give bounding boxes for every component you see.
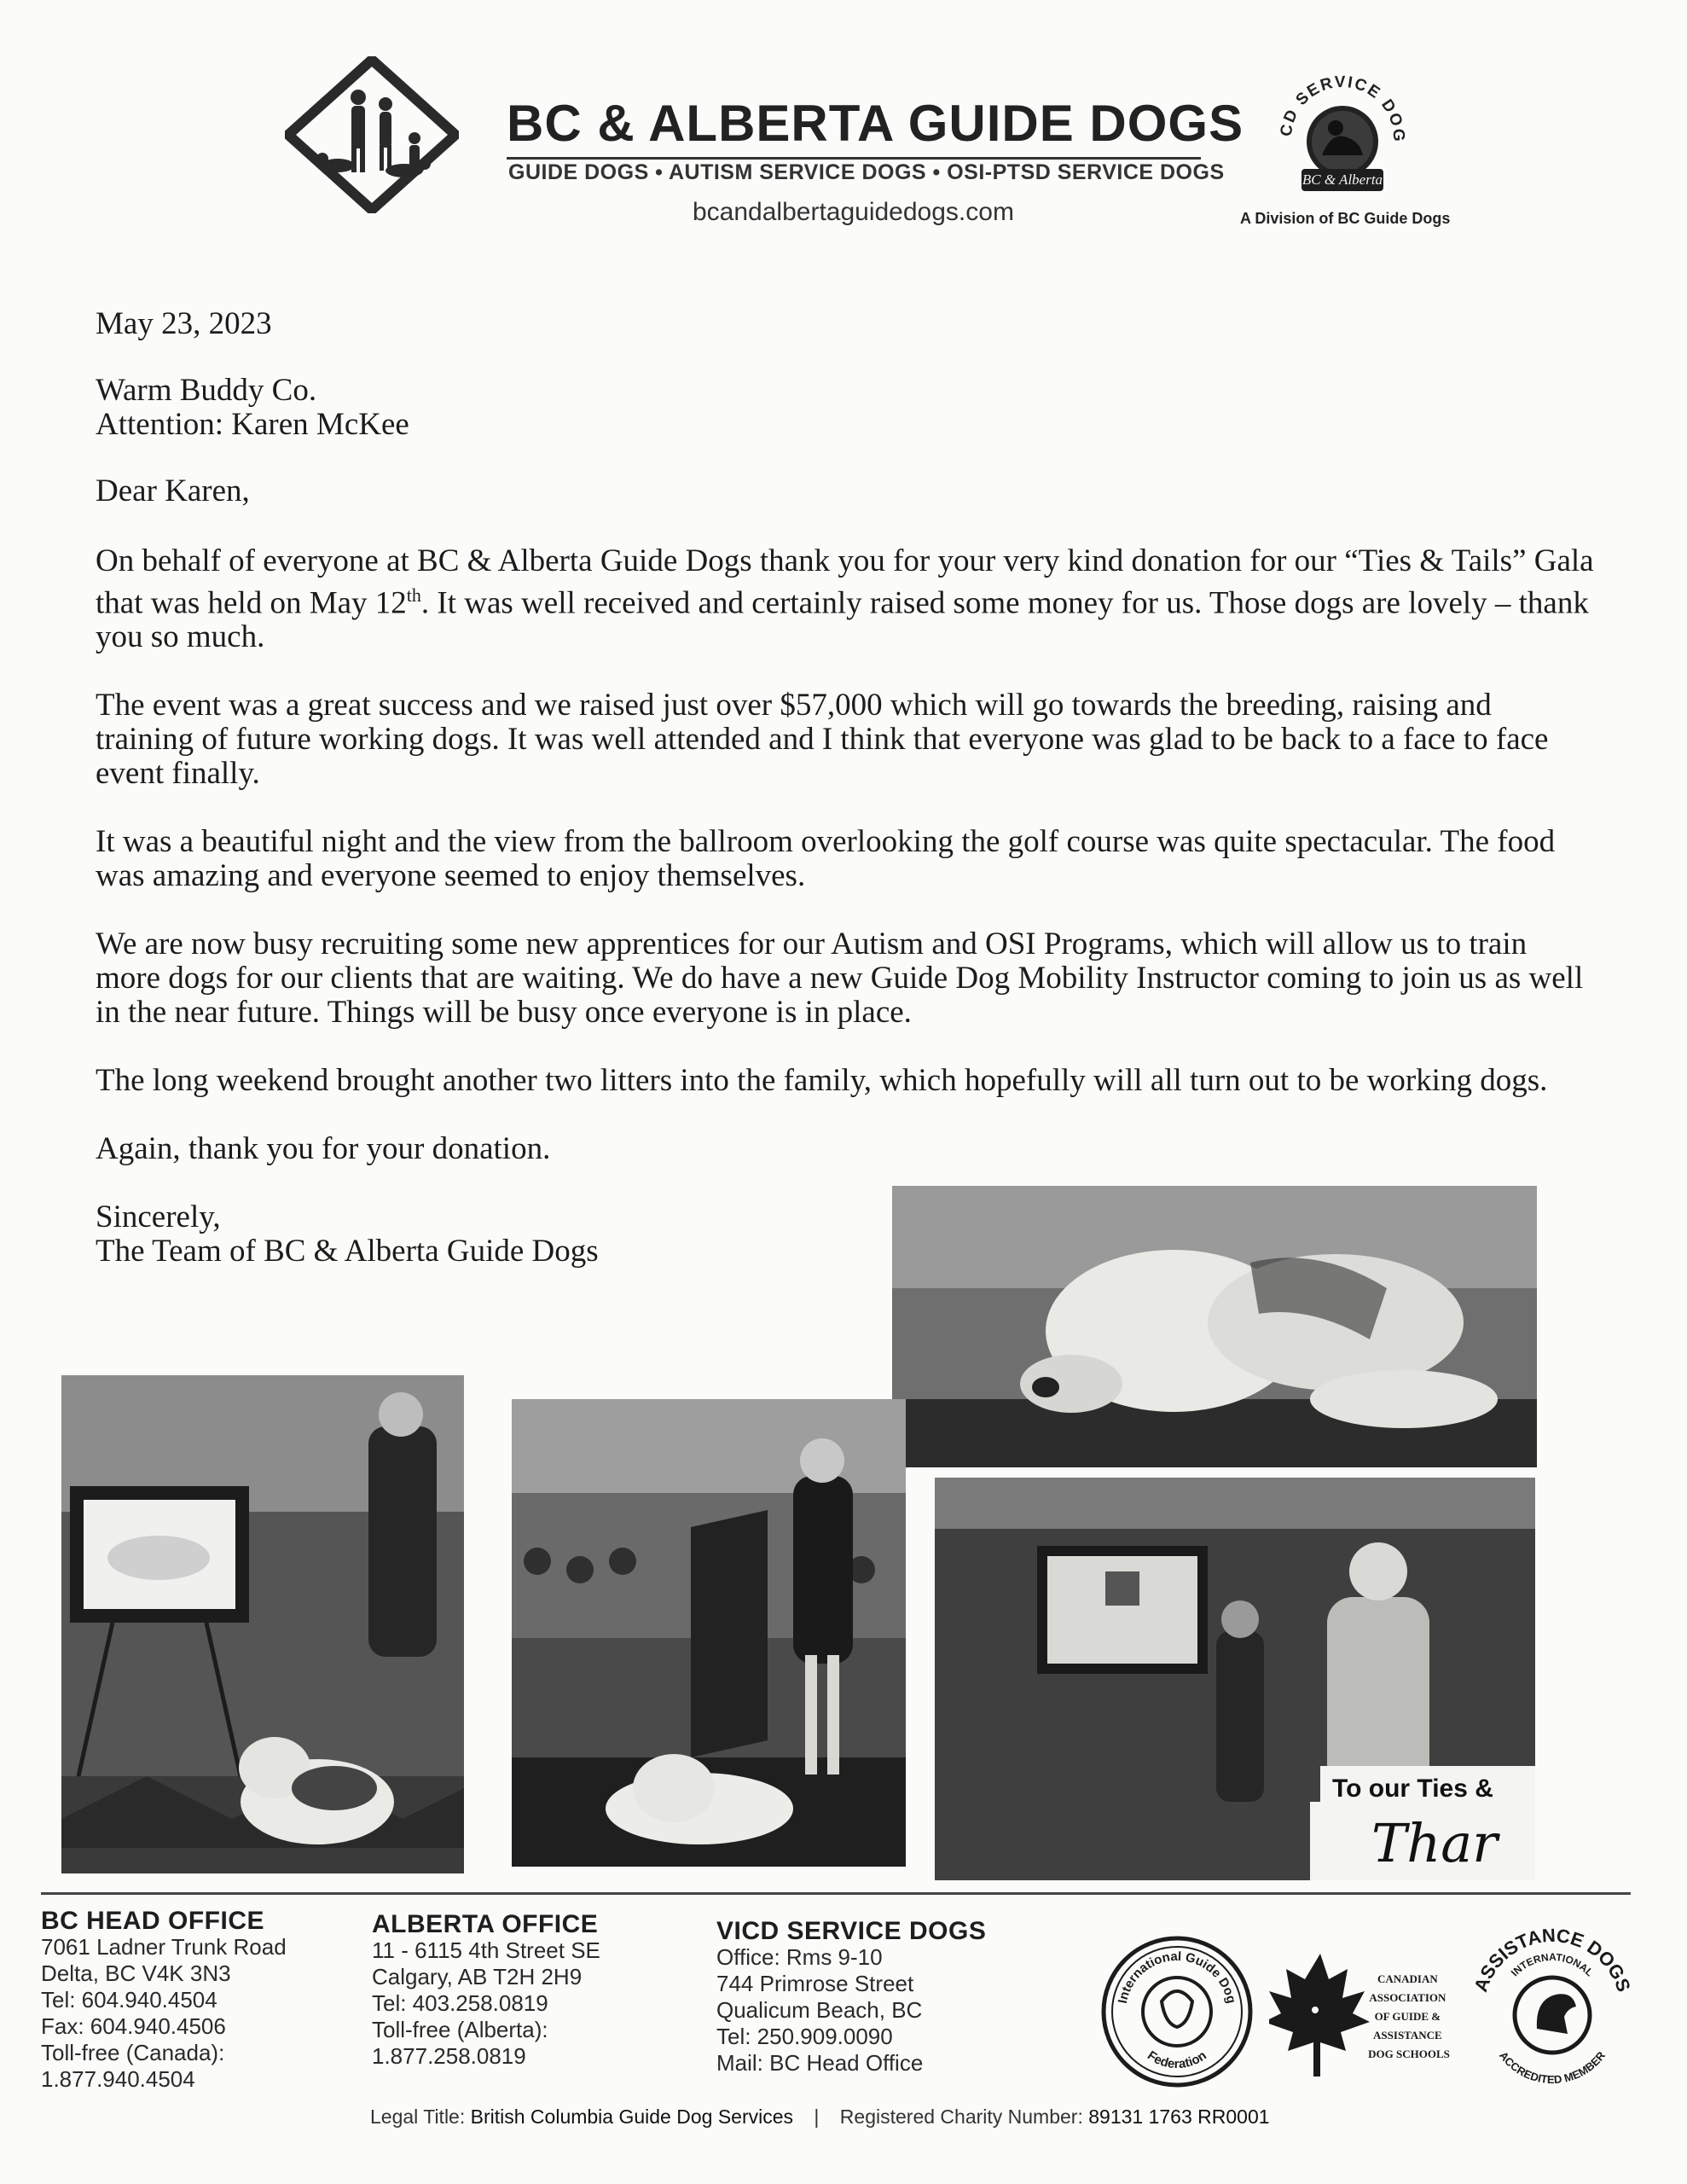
alberta-office-line: 11 - 6115 4th Street SE <box>372 1937 600 1963</box>
bc-office-line: Fax: 604.940.4506 <box>41 2013 226 2039</box>
vicd-badge-arc-text: CD SERVICE DOG <box>1277 73 1408 144</box>
sign-text-line-1: To our Ties & <box>1332 1774 1493 1803</box>
paragraph-venue: It was a beautiful night and the view from the ballroom overlooking the golf course was quite spectacular. The food was amazing and everyone seemed to enjoy themselves. <box>96 824 1556 894</box>
bc-office-line: Toll-free (Canada): <box>41 2040 225 2065</box>
letter-body <box>96 307 1597 1269</box>
adi-top-text: ASSISTANCE DOGS <box>1470 1926 1635 1995</box>
alberta-office-block <box>372 1911 600 2070</box>
adi-bottom-text: ACCREDITED MEMBER <box>1496 2048 1609 2087</box>
vicd-office-line: 744 Primrose Street <box>716 1971 914 1996</box>
vicd-office-line: Tel: 250.909.0090 <box>716 2024 893 2049</box>
bc-office-line: 1.877.940.4504 <box>41 2066 195 2092</box>
organization-website: bcandalbertaguidedogs.com <box>693 198 1014 226</box>
alberta-office-line: Tel: 403.258.0819 <box>372 1990 548 2016</box>
bc-office-line: 7061 Ladner Trunk Road <box>41 1934 287 1960</box>
paragraph-thanks: On behalf of everyone at BC & Alberta Guide Dogs thank you for your very kind donation for our “Ties & Tails” Gala that was held on May 12th. It was well received and certainly raised some money for us. Those dogs are lovely – thank you so much. <box>96 543 1594 655</box>
vicd-office-line: Mail: BC Head Office <box>716 2050 924 2076</box>
guide-dog-diamond-logo-icon <box>285 56 459 213</box>
international-guide-dog-federation-icon <box>1100 1935 1254 2088</box>
svg-text:Federation <box>1145 2048 1209 2071</box>
charity-number-label: Registered Charity Number: <box>839 2106 1083 2128</box>
salutation: Dear Karen, <box>96 473 250 508</box>
bc-office-line: Delta, BC V4K 3N3 <box>41 1960 231 1986</box>
bc-head-office-block <box>41 1908 287 2093</box>
podium-speaker-photo <box>512 1399 906 1867</box>
caagds-line: DOG SCHOOLS <box>1368 2048 1450 2060</box>
svg-text:CANADIAN ASSOCIATION <box>1368 1972 1450 2060</box>
paragraph-litters: The long weekend brought another two litters into the family, which hopefully will all turn out to be working dogs. <box>96 1063 1548 1099</box>
bc-office-heading: BC HEAD OFFICE <box>41 1907 264 1935</box>
vicd-office-heading: VICD SERVICE DOGS <box>716 1917 987 1945</box>
charity-number-value: 89131 1763 RR0001 <box>1088 2106 1270 2128</box>
alberta-office-line: Toll-free (Alberta): <box>372 2017 548 2042</box>
adi-middle-text: INTERNATIONAL <box>1508 1951 1596 1979</box>
header-divider <box>507 157 1201 160</box>
assistance-dogs-international-icon <box>1469 1926 1636 2094</box>
vicd-office-line: Qualicum Beach, BC <box>716 1997 923 2023</box>
sleeping-dog-photo <box>892 1186 1537 1467</box>
caagds-line: ASSOCIATION <box>1369 1991 1446 2004</box>
recipient-company: Warm Buddy Co. <box>96 373 317 408</box>
organization-tagline: GUIDE DOGS • AUTISM SERVICE DOGS • OSI-PTSD SERVICE DOGS <box>508 160 1225 184</box>
bc-office-line: Tel: 604.940.4504 <box>41 1987 217 2013</box>
caagds-line: CANADIAN <box>1377 1972 1438 1985</box>
gala-speaker-photo <box>935 1478 1535 1880</box>
signature: The Team of BC & Alberta Guide Dogs <box>96 1234 599 1269</box>
alberta-office-line: Calgary, AB T2H 2H9 <box>372 1964 583 1989</box>
footer-divider <box>41 1892 1631 1895</box>
closing-thanks: Again, thank you for your donation. <box>96 1131 551 1167</box>
igdf-bottom-text: Federation <box>1145 2048 1209 2072</box>
caagds-line: ASSISTANCE <box>1373 2029 1442 2042</box>
legal-separator: | <box>814 2106 820 2128</box>
vicd-service-dogs-badge-icon <box>1267 60 1417 210</box>
paragraph-programs: We are now busy recruiting some new apprentices for our Autism and OSI Programs, which will allow us to train more dogs for our clients that are waiting. We do have a new Guide Dog Mobility Instructor coming to join us as well in the near future. Things will be busy once everyone is in place. <box>96 926 1584 1031</box>
sign-text-line-2: Thar <box>1371 1812 1498 1874</box>
canadian-association-guide-dog-schools-icon <box>1269 1942 1457 2087</box>
division-note: A Division of BC Guide Dogs <box>1240 210 1451 227</box>
legal-title-value: British Columbia Guide Dog Services <box>470 2106 794 2128</box>
artwork-display-photo <box>61 1375 464 1873</box>
paragraph-event-result: The event was a great success and we raised just over $57,000 which will go towards the breeding, raising and training of future working dogs. It was well attended and I think that everyone was glad to be back to a face to face event finally. <box>96 688 1549 792</box>
recipient-attention: Attention: Karen McKee <box>96 407 409 442</box>
legal-line <box>370 2106 1270 2129</box>
recipient-address <box>96 374 1597 442</box>
igdf-top-text: International Guide Dog <box>1115 1949 1239 2005</box>
alberta-office-line: 1.877.258.0819 <box>372 2043 526 2069</box>
ties-and-tails-sign <box>1320 1766 1535 1880</box>
svg-text:INTERNATIONAL <box>1509 1951 1596 1978</box>
letter-date: May 23, 2023 <box>96 306 272 341</box>
vicd-office-line: Office: Rms 9-10 <box>716 1944 883 1970</box>
legal-title-label: Legal Title: <box>370 2106 466 2128</box>
vicd-office-block <box>716 1918 986 2077</box>
sign-off: Sincerely, <box>96 1199 221 1235</box>
vicd-badge-ribbon-text: BC & Alberta <box>1301 171 1383 188</box>
organization-name: BC & ALBERTA GUIDE DOGS <box>507 95 1244 152</box>
alberta-office-heading: ALBERTA OFFICE <box>372 1910 599 1938</box>
caagds-line: OF GUIDE & <box>1374 2010 1441 2023</box>
